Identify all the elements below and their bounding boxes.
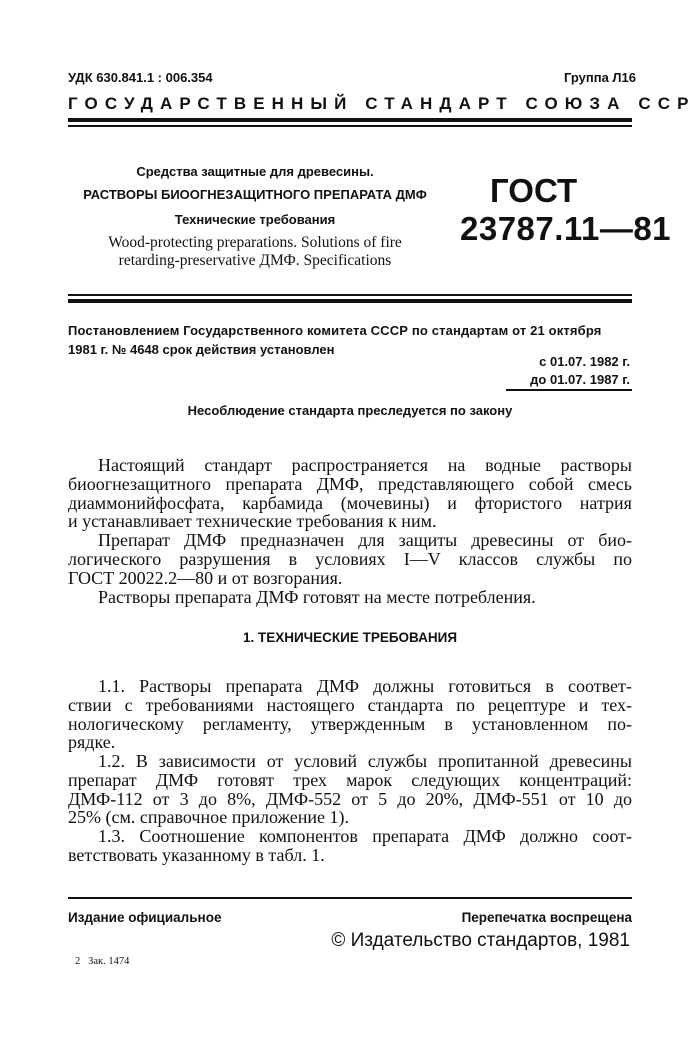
word: представляющего (377, 473, 515, 494)
paragraph-line: ГОСТ 20022.2—80 и от возгорания. (68, 567, 343, 588)
word: био- (598, 530, 632, 550)
paragraph-line: 25% (см. справочное приложение 1). (68, 807, 350, 828)
group-code: Группа Л16 (563, 70, 636, 85)
paragraph-line: ветствовать указанному в табл. 1. (68, 844, 325, 865)
word: водные (485, 455, 541, 475)
title-line-2: РАСТВОРЫ БИООГНЕЗАЩИТНОГО ПРЕПАРАТА ДМФ (83, 187, 427, 202)
paragraph-line (68, 752, 632, 771)
word: 1.2. (98, 751, 125, 771)
word: препарат (68, 769, 137, 790)
word: настоящего (266, 694, 355, 715)
word: препарата (225, 676, 303, 696)
word: от (152, 788, 170, 809)
word: Растворы (139, 676, 212, 696)
word: ДМФ-551 (473, 788, 549, 809)
intro-paragraph-1 (68, 456, 632, 531)
word: службы (367, 751, 428, 771)
title-line-1: Средства защитные для древесины. (136, 164, 374, 179)
word: компонентов (259, 826, 358, 846)
word: должны (373, 676, 435, 696)
decree-line-1: Постановлением Государственного комитета СССР по стандартам от 21 октября (68, 323, 602, 338)
gost-label: ГОСТ (490, 172, 578, 209)
word: пропитанной (437, 751, 539, 771)
paragraph-line (68, 790, 632, 809)
word: до (198, 788, 217, 809)
word: смесь (587, 473, 632, 494)
violation-notice: Несоблюдение стандарта преследуется по закону (187, 403, 513, 418)
paragraph-line (68, 715, 632, 734)
word: 5 (378, 788, 388, 809)
word: Настоящий (98, 455, 185, 475)
udk-code: УДК 630.841.1 : 006.354 (68, 70, 213, 85)
paragraph-line (68, 494, 632, 513)
paragraph-line (68, 677, 632, 696)
word: 1.1. (98, 676, 125, 696)
word: регламенту, (202, 713, 292, 734)
word: нологическому (68, 713, 184, 734)
word: стандарта (367, 694, 444, 715)
word: Препарат (98, 530, 170, 550)
word: от (266, 751, 284, 771)
word: ДМФ (463, 826, 506, 846)
word: древесины (471, 530, 554, 550)
title-rule-thick (68, 299, 632, 303)
word: следующих (411, 769, 501, 790)
paragraph-line (68, 531, 632, 550)
paragraph-line (68, 550, 632, 569)
word: логического (68, 548, 162, 569)
word: по (613, 548, 632, 569)
word: готовят (217, 769, 274, 790)
paragraph-line (68, 475, 632, 494)
word: от (351, 788, 368, 809)
english-title-line-1: Wood-protecting preparations. Solutions of fire (108, 234, 402, 251)
paragraph-line: и устанавливает технические требования к ним. (68, 511, 437, 532)
word: 8%, (227, 788, 256, 809)
validity-underline (506, 389, 632, 391)
word: ДМФ (155, 769, 199, 790)
word: готовиться (448, 676, 532, 696)
decree-line-2: 1981 г. № 4648 срок действия установлен (68, 342, 335, 357)
official-edition-label: Издание официальное (68, 910, 222, 925)
clause-1-3 (68, 827, 632, 865)
word: 3 (179, 788, 189, 809)
word: диаммонийфосфата, (68, 492, 225, 513)
intro-paragraph-3: Растворы препарата ДМФ готовят на месте потребления. (98, 587, 536, 607)
word: ДМФ-552 (265, 788, 342, 809)
word: в (545, 676, 554, 696)
word: стандарт (204, 455, 272, 475)
word: концентраций: (519, 769, 632, 790)
word: марок (346, 769, 393, 790)
english-title-line-2: retarding-preservative ДМФ. Specifications (118, 252, 392, 269)
state-standard-heading: ГОСУДАРСТВЕННЫЙ СТАНДАРТ СОЮЗА ССР (68, 94, 696, 113)
validity-to: до 01.07. 1987 г. (530, 372, 630, 387)
paragraph-line (68, 827, 632, 846)
word: ДМФ-112 (68, 788, 143, 809)
word: разрушения (179, 548, 271, 569)
word: защиты (398, 530, 458, 550)
word: до (397, 788, 416, 809)
intro-paragraph-2 (68, 531, 632, 587)
word: карбамида (242, 492, 324, 513)
footer-rule (68, 897, 632, 899)
word: на (447, 455, 466, 475)
word: соот- (592, 826, 632, 846)
word: в (444, 713, 453, 734)
word: и (447, 492, 457, 513)
section-heading: 1. ТЕХНИЧЕСКИЕ ТРЕБОВАНИЯ (242, 630, 458, 645)
title-line-3: Технические требования (174, 212, 336, 227)
word: препарата (372, 826, 450, 846)
word: должно (520, 826, 579, 846)
word: зависимости (158, 751, 256, 771)
word: ДМФ (316, 676, 359, 696)
header-rule-thin (68, 125, 632, 127)
word: ствии (68, 694, 112, 715)
word: требованиями (145, 694, 254, 715)
word: установленном (472, 713, 589, 734)
word: древесины (549, 751, 632, 771)
word: соответ- (568, 676, 632, 696)
validity-from: с 01.07. 1982 г. (539, 354, 630, 369)
copyright-notice: © Издательство стандартов, 1981 (331, 930, 630, 951)
word: ДМФ (184, 530, 227, 550)
word: в (288, 548, 298, 569)
paragraph-line (68, 456, 632, 475)
word: 1.3. (98, 826, 125, 846)
gost-number: 23787.11—81 (460, 210, 672, 247)
word: условий (294, 751, 358, 771)
title-rule-thin (68, 294, 632, 296)
reprint-prohibited-label: Перепечатка воспрещена (461, 910, 632, 925)
clause-1-2 (68, 752, 632, 827)
paragraph-line (68, 696, 632, 715)
word: 10 (585, 788, 604, 809)
word: натрия (579, 492, 632, 513)
word: от (558, 788, 576, 809)
paragraph-line: рядке. (68, 732, 116, 753)
word: от (567, 530, 585, 550)
word: и (578, 694, 589, 715)
word: (мочевины) (340, 492, 430, 513)
word: 20%, (425, 788, 464, 809)
word: предназначен (240, 530, 345, 550)
word: по (456, 694, 475, 715)
word: утвержденным (310, 713, 426, 734)
word: классов (458, 548, 518, 569)
word: для (358, 530, 385, 550)
word: трех (293, 769, 327, 790)
word: растворы (560, 455, 632, 475)
word: I—V (403, 548, 441, 569)
paragraph-line (68, 771, 632, 790)
word: препарата (225, 473, 303, 494)
word: собой (528, 473, 574, 494)
word: Соотношение (139, 826, 245, 846)
word: рецептуре (487, 694, 566, 715)
clause-1-1 (68, 677, 632, 752)
word: с (124, 694, 133, 715)
word: фтористого (474, 492, 563, 513)
order-number: 2 Зак. 1474 (75, 956, 130, 967)
header-rule-thick (68, 118, 632, 122)
word: службы (536, 548, 596, 569)
word: ДМФ, (316, 473, 364, 494)
word: до (613, 788, 632, 809)
word: В (135, 751, 148, 771)
word: биоогнезащитного (68, 473, 212, 494)
word: распространяется (291, 455, 429, 475)
word: условиях (315, 548, 386, 569)
word: по- (607, 713, 632, 734)
word: тех- (601, 694, 632, 715)
